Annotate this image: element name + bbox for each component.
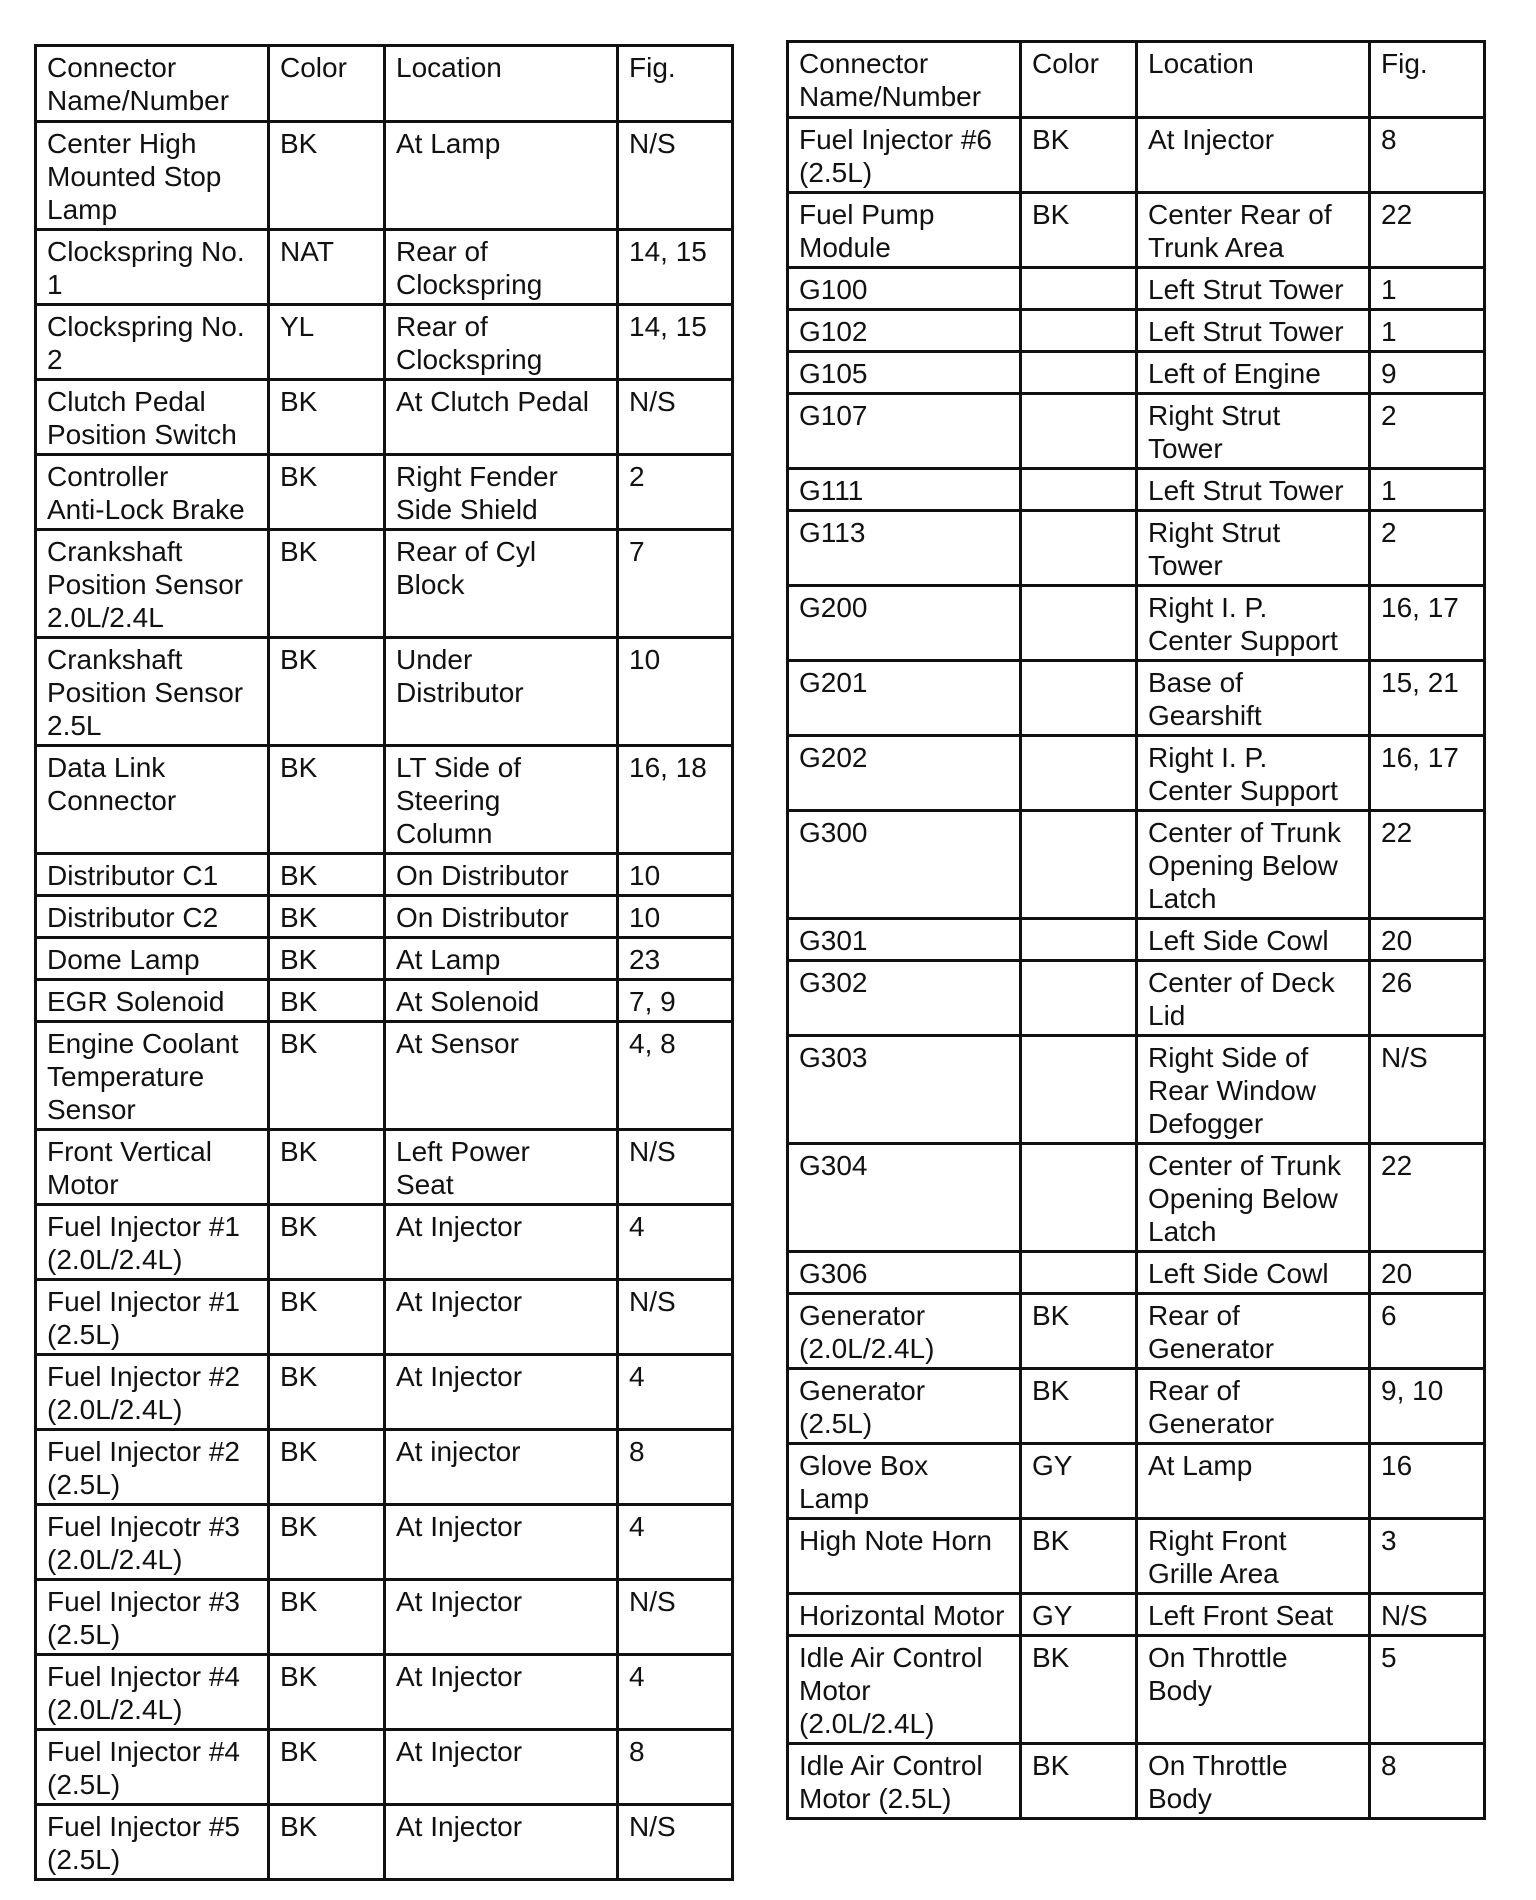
connector-name-cell: Center High Mounted Stop Lamp [36, 122, 269, 230]
table-body-right [788, 118, 1485, 1819]
connector-name-cell: Glove Box Lamp [788, 1444, 1021, 1519]
location-cell: Base of Gearshift [1137, 661, 1370, 736]
connector-name-cell: High Note Horn [788, 1519, 1021, 1594]
fig-cell: N/S [1370, 1594, 1485, 1636]
color-cell: BK [269, 1730, 385, 1805]
color-cell: BK [269, 1280, 385, 1355]
location-cell: Center of Trunk Opening Below Latch [1137, 1144, 1370, 1252]
table-row [788, 1144, 1485, 1252]
connector-table-left [34, 44, 734, 1881]
location-cell: Left of Engine [1137, 352, 1370, 394]
fig-cell: 15, 21 [1370, 661, 1485, 736]
location-cell: At injector [385, 1430, 618, 1505]
location-cell: At Injector [385, 1655, 618, 1730]
color-cell: BK [1021, 193, 1137, 268]
color-cell: GY [1021, 1594, 1137, 1636]
color-cell: BK [269, 1355, 385, 1430]
fig-cell: 1 [1370, 469, 1485, 511]
location-cell: Rear of Generator [1137, 1294, 1370, 1369]
location-cell: At Lamp [1137, 1444, 1370, 1519]
connector-name-cell: G306 [788, 1252, 1021, 1294]
fig-cell: 8 [618, 1430, 733, 1505]
color-cell [1021, 661, 1137, 736]
location-cell: At Lamp [385, 938, 618, 980]
fig-cell: N/S [618, 380, 733, 455]
color-cell: BK [269, 896, 385, 938]
table-row [788, 310, 1485, 352]
color-cell: BK [269, 1205, 385, 1280]
connector-name-cell: Horizontal Motor [788, 1594, 1021, 1636]
location-cell: Left Power Seat [385, 1130, 618, 1205]
header-fig: Fig. [618, 46, 733, 122]
fig-cell: N/S [618, 1580, 733, 1655]
location-cell: Right Strut Tower [1137, 511, 1370, 586]
header-row [788, 42, 1485, 118]
location-cell: Right Strut Tower [1137, 394, 1370, 469]
color-cell: BK [269, 122, 385, 230]
fig-cell: N/S [618, 1130, 733, 1205]
table-row [36, 1805, 733, 1880]
color-cell: BK [1021, 118, 1137, 193]
location-cell: Rear of Cyl Block [385, 530, 618, 638]
connector-name-cell: Fuel Injector #4 (2.0L/2.4L) [36, 1655, 269, 1730]
fig-cell: 1 [1370, 310, 1485, 352]
connector-name-cell: G111 [788, 469, 1021, 511]
color-cell: BK [1021, 1294, 1137, 1369]
fig-cell: 6 [1370, 1294, 1485, 1369]
location-cell: At Injector [385, 1805, 618, 1880]
fig-cell: 23 [618, 938, 733, 980]
fig-cell: 22 [1370, 1144, 1485, 1252]
table-row [36, 980, 733, 1022]
table-row [788, 811, 1485, 919]
fig-cell: 2 [1370, 511, 1485, 586]
color-cell: BK [269, 530, 385, 638]
table-row [788, 586, 1485, 661]
color-cell [1021, 1036, 1137, 1144]
color-cell [1021, 469, 1137, 511]
table-row [36, 1730, 733, 1805]
connector-name-cell: EGR Solenoid [36, 980, 269, 1022]
header-color: Color [269, 46, 385, 122]
fig-cell: 8 [618, 1730, 733, 1805]
location-cell: Left Side Cowl [1137, 919, 1370, 961]
connector-name-cell: G301 [788, 919, 1021, 961]
color-cell [1021, 736, 1137, 811]
connector-name-cell: G303 [788, 1036, 1021, 1144]
fig-cell: 14, 15 [618, 230, 733, 305]
location-cell: Center of Deck Lid [1137, 961, 1370, 1036]
table-row [788, 1036, 1485, 1144]
location-cell: Rear of Clockspring [385, 305, 618, 380]
color-cell: BK [269, 1505, 385, 1580]
header-fig: Fig. [1370, 42, 1485, 118]
color-cell [1021, 352, 1137, 394]
connector-name-cell: Data Link Connector [36, 746, 269, 854]
color-cell: BK [269, 1430, 385, 1505]
table-row [36, 1655, 733, 1730]
table-row [36, 1280, 733, 1355]
connector-name-cell: G113 [788, 511, 1021, 586]
location-cell: Left Strut Tower [1137, 310, 1370, 352]
table-row [36, 122, 733, 230]
table-row [788, 268, 1485, 310]
fig-cell: 22 [1370, 193, 1485, 268]
table-row [788, 511, 1485, 586]
location-cell: Center of Trunk Opening Below Latch [1137, 811, 1370, 919]
location-cell: At Injector [385, 1205, 618, 1280]
location-cell: At Injector [385, 1505, 618, 1580]
location-cell: At Clutch Pedal [385, 380, 618, 455]
fig-cell: 7 [618, 530, 733, 638]
table-row [36, 746, 733, 854]
table-row [36, 896, 733, 938]
connector-name-cell: G202 [788, 736, 1021, 811]
fig-cell: 3 [1370, 1519, 1485, 1594]
table-row [788, 1369, 1485, 1444]
fig-cell: 8 [1370, 118, 1485, 193]
header-color: Color [1021, 42, 1137, 118]
fig-cell: 16, 18 [618, 746, 733, 854]
color-cell [1021, 310, 1137, 352]
table-row [788, 352, 1485, 394]
color-cell: BK [1021, 1519, 1137, 1594]
table-row [36, 305, 733, 380]
fig-cell: 4 [618, 1355, 733, 1430]
header-connector-name: Connector Name/Number [788, 42, 1021, 118]
table-row [36, 938, 733, 980]
color-cell: BK [269, 455, 385, 530]
color-cell: YL [269, 305, 385, 380]
color-cell: BK [269, 380, 385, 455]
table-row [788, 1636, 1485, 1744]
location-cell: On Throttle Body [1137, 1636, 1370, 1744]
table-row [36, 638, 733, 746]
color-cell [1021, 1144, 1137, 1252]
location-cell: At Injector [1137, 118, 1370, 193]
fig-cell: 10 [618, 638, 733, 746]
location-cell: Left Front Seat [1137, 1594, 1370, 1636]
fig-cell: 7, 9 [618, 980, 733, 1022]
table-row [788, 469, 1485, 511]
connector-name-cell: G107 [788, 394, 1021, 469]
connector-name-cell: Distributor C1 [36, 854, 269, 896]
table-row [788, 1594, 1485, 1636]
table-row [788, 1519, 1485, 1594]
color-cell [1021, 268, 1137, 310]
location-cell: Rear of Generator [1137, 1369, 1370, 1444]
table-row [36, 1430, 733, 1505]
connector-name-cell: Fuel Injector #4 (2.5L) [36, 1730, 269, 1805]
color-cell [1021, 394, 1137, 469]
connector-name-cell: G102 [788, 310, 1021, 352]
color-cell: BK [269, 1130, 385, 1205]
color-cell [1021, 1252, 1137, 1294]
location-cell: At Injector [385, 1280, 618, 1355]
connector-table-right [786, 40, 1486, 1820]
location-cell: LT Side of Steering Column [385, 746, 618, 854]
connector-name-cell: Fuel Injector #1 (2.5L) [36, 1280, 269, 1355]
connector-name-cell: G200 [788, 586, 1021, 661]
location-cell: Right Fender Side Shield [385, 455, 618, 530]
color-cell: NAT [269, 230, 385, 305]
connector-name-cell: Fuel Injector #6 (2.5L) [788, 118, 1021, 193]
fig-cell: 14, 15 [618, 305, 733, 380]
connector-name-cell: G100 [788, 268, 1021, 310]
table-row [36, 230, 733, 305]
table-row [788, 1294, 1485, 1369]
fig-cell: N/S [618, 122, 733, 230]
location-cell: At Injector [385, 1355, 618, 1430]
color-cell: BK [269, 1580, 385, 1655]
connector-name-cell: Idle Air Control Motor (2.0L/2.4L) [788, 1636, 1021, 1744]
table-row [36, 1022, 733, 1130]
connector-name-cell: Clockspring No. 1 [36, 230, 269, 305]
location-cell: Left Strut Tower [1137, 268, 1370, 310]
location-cell: Under Distributor [385, 638, 618, 746]
table-row [788, 193, 1485, 268]
table-row [36, 455, 733, 530]
fig-cell: N/S [618, 1805, 733, 1880]
fig-cell: 10 [618, 896, 733, 938]
color-cell: GY [1021, 1444, 1137, 1519]
color-cell: BK [269, 980, 385, 1022]
color-cell: BK [1021, 1369, 1137, 1444]
connector-name-cell: Engine Coolant Temperature Sensor [36, 1022, 269, 1130]
table-body-left [36, 122, 733, 1880]
connector-name-cell: Clockspring No. 2 [36, 305, 269, 380]
connector-name-cell: Fuel Injector #1 (2.0L/2.4L) [36, 1205, 269, 1280]
location-cell: Right I. P. Center Support [1137, 736, 1370, 811]
fig-cell: 4 [618, 1505, 733, 1580]
fig-cell: 4 [618, 1205, 733, 1280]
fig-cell: 20 [1370, 1252, 1485, 1294]
connector-name-cell: Fuel Injector #2 (2.0L/2.4L) [36, 1355, 269, 1430]
color-cell: BK [1021, 1744, 1137, 1819]
header-row [36, 46, 733, 122]
table-row [788, 1252, 1485, 1294]
color-cell [1021, 961, 1137, 1036]
table-row [788, 919, 1485, 961]
table-row [36, 854, 733, 896]
connector-name-cell: Controller Anti-Lock Brake [36, 455, 269, 530]
fig-cell: N/S [1370, 1036, 1485, 1144]
fig-cell: 9, 10 [1370, 1369, 1485, 1444]
color-cell: BK [269, 854, 385, 896]
connector-name-cell: Crankshaft Position Sensor 2.0L/2.4L [36, 530, 269, 638]
connector-name-cell: G304 [788, 1144, 1021, 1252]
location-cell: Left Strut Tower [1137, 469, 1370, 511]
location-cell: On Throttle Body [1137, 1744, 1370, 1819]
location-cell: At Solenoid [385, 980, 618, 1022]
color-cell: BK [269, 1805, 385, 1880]
fig-cell: 16, 17 [1370, 586, 1485, 661]
location-cell: Right Front Grille Area [1137, 1519, 1370, 1594]
table-row [36, 530, 733, 638]
color-cell [1021, 511, 1137, 586]
connector-name-cell: Generator (2.0L/2.4L) [788, 1294, 1021, 1369]
location-cell: At Lamp [385, 122, 618, 230]
color-cell: BK [269, 1022, 385, 1130]
connector-name-cell: Crankshaft Position Sensor 2.5L [36, 638, 269, 746]
table-row [788, 1744, 1485, 1819]
connector-name-cell: G302 [788, 961, 1021, 1036]
connector-name-cell: G105 [788, 352, 1021, 394]
table-row [36, 1580, 733, 1655]
location-cell: Left Side Cowl [1137, 1252, 1370, 1294]
color-cell: BK [1021, 1636, 1137, 1744]
header-connector-name: Connector Name/Number [36, 46, 269, 122]
table-row [788, 661, 1485, 736]
connector-name-cell: Fuel Injector #2 (2.5L) [36, 1430, 269, 1505]
location-cell: On Distributor [385, 896, 618, 938]
fig-cell: 16, 17 [1370, 736, 1485, 811]
connector-name-cell: Fuel Pump Module [788, 193, 1021, 268]
fig-cell: 2 [618, 455, 733, 530]
connector-name-cell: Generator (2.5L) [788, 1369, 1021, 1444]
table-row [788, 394, 1485, 469]
fig-cell: 9 [1370, 352, 1485, 394]
table-row [36, 1130, 733, 1205]
fig-cell: 4, 8 [618, 1022, 733, 1130]
color-cell [1021, 586, 1137, 661]
fig-cell: 4 [618, 1655, 733, 1730]
table-row [36, 1205, 733, 1280]
connector-name-cell: G201 [788, 661, 1021, 736]
color-cell: BK [269, 746, 385, 854]
color-cell: BK [269, 638, 385, 746]
fig-cell: 8 [1370, 1744, 1485, 1819]
fig-cell: 5 [1370, 1636, 1485, 1744]
connector-name-cell: Idle Air Control Motor (2.5L) [788, 1744, 1021, 1819]
fig-cell: 16 [1370, 1444, 1485, 1519]
connector-name-cell: G300 [788, 811, 1021, 919]
table-row [36, 380, 733, 455]
location-cell: Right I. P. Center Support [1137, 586, 1370, 661]
fig-cell: 10 [618, 854, 733, 896]
table-row [788, 118, 1485, 193]
fig-cell: N/S [618, 1280, 733, 1355]
location-cell: Right Side of Rear Window Defogger [1137, 1036, 1370, 1144]
location-cell: On Distributor [385, 854, 618, 896]
table-row [788, 736, 1485, 811]
fig-cell: 1 [1370, 268, 1485, 310]
location-cell: At Injector [385, 1730, 618, 1805]
fig-cell: 2 [1370, 394, 1485, 469]
connector-name-cell: Fuel Injector #5 (2.5L) [36, 1805, 269, 1880]
table-row [788, 961, 1485, 1036]
color-cell: BK [269, 1655, 385, 1730]
header-location: Location [1137, 42, 1370, 118]
color-cell: BK [269, 938, 385, 980]
fig-cell: 20 [1370, 919, 1485, 961]
location-cell: At Sensor [385, 1022, 618, 1130]
connector-name-cell: Fuel Injecotr #3 (2.0L/2.4L) [36, 1505, 269, 1580]
header-location: Location [385, 46, 618, 122]
color-cell [1021, 811, 1137, 919]
location-cell: At Injector [385, 1580, 618, 1655]
table-row [36, 1355, 733, 1430]
connector-name-cell: Distributor C2 [36, 896, 269, 938]
fig-cell: 26 [1370, 961, 1485, 1036]
connector-name-cell: Dome Lamp [36, 938, 269, 980]
table-row [36, 1505, 733, 1580]
location-cell: Rear of Clockspring [385, 230, 618, 305]
table-row [788, 1444, 1485, 1519]
fig-cell: 22 [1370, 811, 1485, 919]
location-cell: Center Rear of Trunk Area [1137, 193, 1370, 268]
color-cell [1021, 919, 1137, 961]
connector-name-cell: Fuel Injector #3 (2.5L) [36, 1580, 269, 1655]
connector-name-cell: Clutch Pedal Position Switch [36, 380, 269, 455]
connector-name-cell: Front Vertical Motor [36, 1130, 269, 1205]
